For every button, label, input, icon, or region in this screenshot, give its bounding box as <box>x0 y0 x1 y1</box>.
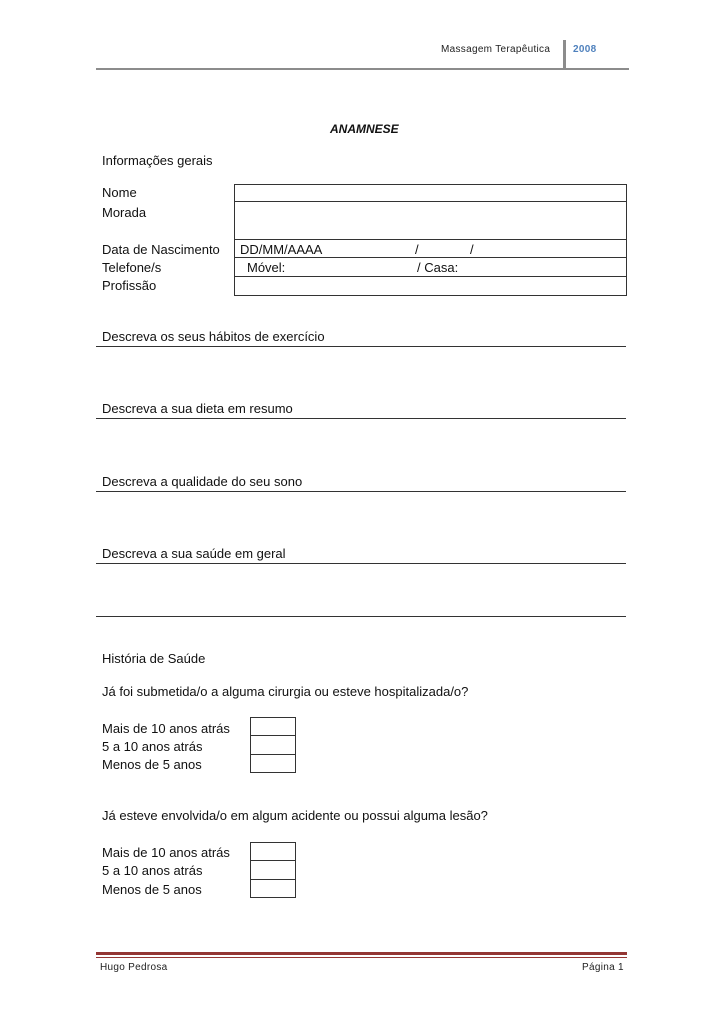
accident-option-label: 5 a 10 anos atrás <box>102 863 203 878</box>
birth-label: Data de Nascimento <box>102 242 220 257</box>
accident-question: Já esteve envolvida/o em algum acidente ou possui alguma lesão? <box>102 808 488 823</box>
surgery-checkbox[interactable] <box>250 754 296 773</box>
health-answer-rule <box>96 616 626 617</box>
accident-checkbox[interactable] <box>250 860 296 880</box>
birth-date-separator-2: / <box>470 242 474 257</box>
sleep-answer-area[interactable] <box>96 493 626 545</box>
exercise-answer-area[interactable] <box>96 348 626 400</box>
birth-row-divider <box>235 257 626 258</box>
job-label: Profissão <box>102 278 157 293</box>
surgery-option-label: Mais de 10 anos atrás <box>102 721 230 736</box>
address-label: Morada <box>102 205 147 220</box>
surgery-question: Já foi submetida/o a alguma cirurgia ou esteve hospitalizada/o? <box>102 684 469 699</box>
accident-checkbox[interactable] <box>250 879 296 898</box>
address-field[interactable] <box>236 203 624 238</box>
diet-question: Descreva a sua dieta em resumo <box>102 401 293 416</box>
surgery-option-label: Menos de 5 anos <box>102 757 202 772</box>
sleep-question: Descreva a qualidade do seu sono <box>102 474 303 489</box>
footer-rule-thick <box>96 952 627 955</box>
health-answer-area[interactable] <box>96 565 626 615</box>
header-title: Massagem Terapêutica <box>441 44 551 55</box>
name-label: Nome <box>102 185 137 200</box>
health-rule <box>96 563 626 564</box>
birth-date-format[interactable]: DD/MM/AAAA <box>240 242 323 257</box>
diet-answer-area[interactable] <box>96 420 626 472</box>
exercise-question: Descreva os seus hábitos de exercício <box>102 329 325 344</box>
footer-author: Hugo Pedrosa <box>100 962 168 973</box>
diet-rule <box>96 418 626 419</box>
mobile-phone-field[interactable]: Móvel: <box>247 260 286 275</box>
document-title: ANAMNESE <box>330 122 399 136</box>
accident-checkbox[interactable] <box>250 842 296 861</box>
home-phone-field[interactable]: / Casa: <box>417 260 459 275</box>
job-field[interactable] <box>236 278 624 293</box>
health-history-heading: História de Saúde <box>102 651 206 666</box>
health-question: Descreva a sua saúde em geral <box>102 546 286 561</box>
surgery-option-label: 5 a 10 anos atrás <box>102 739 203 754</box>
header-rule <box>96 68 629 70</box>
general-section-heading: Informações gerais <box>102 153 213 168</box>
accident-option-label: Menos de 5 anos <box>102 882 202 897</box>
header-year: 2008 <box>573 44 597 55</box>
phone-label: Telefone/s <box>102 260 162 275</box>
name-field[interactable] <box>236 185 624 200</box>
footer-page-number: Página 1 <box>582 962 624 973</box>
name-row-divider <box>235 201 626 202</box>
surgery-checkbox[interactable] <box>250 717 296 736</box>
accident-option-label: Mais de 10 anos atrás <box>102 845 230 860</box>
footer-rule-thin <box>96 957 627 958</box>
header-divider <box>563 40 566 68</box>
address-row-divider <box>235 239 626 240</box>
phone-row-divider <box>235 276 626 277</box>
exercise-rule <box>96 346 626 347</box>
sleep-rule <box>96 491 626 492</box>
birth-date-separator-1: / <box>415 242 419 257</box>
surgery-checkbox[interactable] <box>250 735 296 755</box>
